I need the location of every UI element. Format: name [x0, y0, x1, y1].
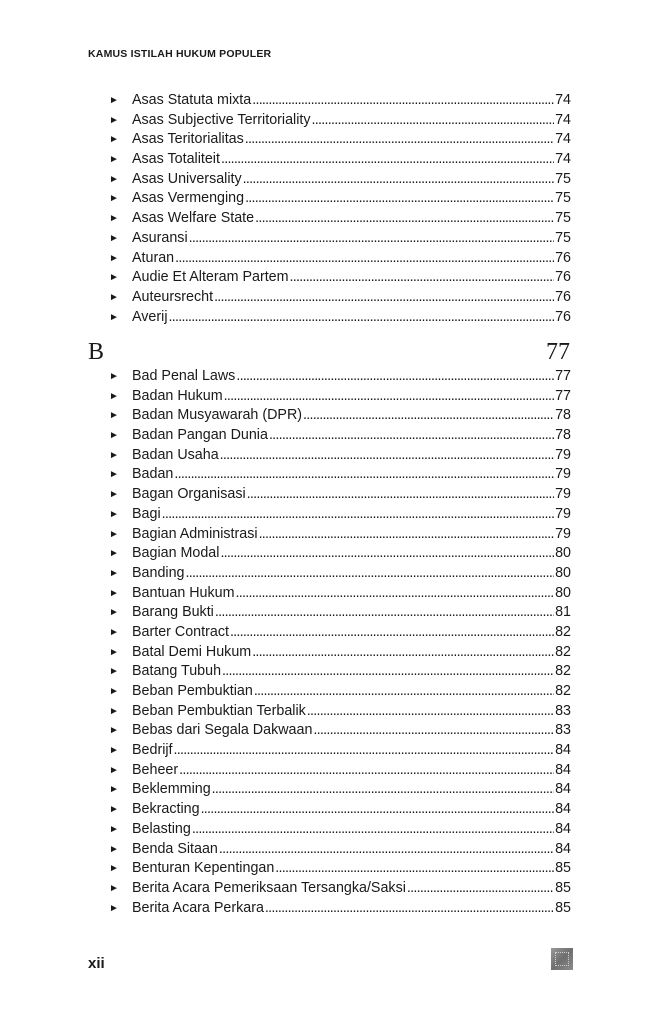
toc-entry[interactable]: [109, 859, 571, 879]
dot-leader: [162, 505, 554, 525]
dot-leader: [236, 584, 555, 604]
toc-entry-title: Berita Acara Pemeriksaan Tersangka/Saksi: [132, 879, 406, 896]
triangle-bullet-icon: ►: [109, 272, 119, 284]
dot-leader: [174, 465, 554, 485]
toc-entry-page: 76: [555, 308, 571, 325]
dot-leader: [175, 249, 554, 269]
toc-entry-page: 75: [555, 170, 571, 187]
triangle-bullet-icon: ►: [109, 154, 119, 166]
triangle-bullet-icon: ►: [109, 567, 119, 579]
triangle-bullet-icon: ►: [109, 232, 119, 244]
triangle-bullet-icon: ►: [109, 173, 119, 185]
toc-entry-title: Batal Demi Hukum: [132, 643, 252, 660]
dot-leader: [174, 741, 555, 761]
toc-entry[interactable]: [109, 505, 571, 525]
triangle-bullet-icon: ►: [109, 291, 119, 303]
toc-entry[interactable]: [109, 268, 571, 288]
triangle-bullet-icon: ►: [109, 607, 119, 619]
toc-entry[interactable]: [109, 249, 571, 269]
toc-entry[interactable]: [109, 761, 571, 781]
toc-entry-title: Bagan Organisasi: [132, 486, 246, 503]
dot-leader: [407, 879, 554, 899]
dot-leader: [252, 91, 554, 111]
toc-entry-title: Asas Welfare State: [132, 210, 255, 227]
toc-entry-page: 76: [555, 249, 571, 266]
dot-leader: [192, 820, 554, 840]
toc-entry-page: 84: [555, 840, 571, 857]
toc-entry[interactable]: [109, 820, 571, 840]
toc-entry[interactable]: [109, 446, 571, 466]
toc-entry-page: 85: [555, 860, 571, 877]
toc-entry-title: Beban Pembuktian Terbalik: [132, 702, 306, 719]
triangle-bullet-icon: ►: [109, 193, 119, 205]
triangle-bullet-icon: ►: [109, 902, 119, 914]
triangle-bullet-icon: ►: [109, 548, 119, 560]
dot-leader: [220, 544, 554, 564]
toc-entry-page: 76: [555, 288, 571, 305]
toc-entry-page: 79: [555, 505, 571, 522]
dot-leader: [245, 130, 554, 150]
dot-leader: [269, 426, 554, 446]
footer-page-number: xii: [88, 955, 105, 972]
toc-entry-title: Averij: [132, 308, 168, 325]
toc-entry[interactable]: [109, 367, 571, 387]
toc-entry-title: Belasting: [132, 820, 191, 837]
triangle-bullet-icon: ►: [109, 213, 119, 225]
toc-entry-title: Batang Tubuh: [132, 663, 222, 680]
toc-entry[interactable]: [109, 189, 571, 209]
dot-leader: [254, 682, 554, 702]
dot-leader: [290, 268, 555, 288]
toc-entry-page: 85: [555, 899, 571, 916]
triangle-bullet-icon: ►: [109, 764, 119, 776]
dot-leader: [255, 209, 554, 229]
dot-leader: [312, 111, 555, 131]
dot-leader: [221, 150, 554, 170]
toc-entry-title: Bedrijf: [132, 742, 173, 759]
dot-leader: [303, 406, 554, 426]
triangle-bullet-icon: ►: [109, 114, 119, 126]
toc-entry-page: 85: [555, 879, 571, 896]
toc-entry[interactable]: [109, 387, 571, 407]
toc-entry[interactable]: [109, 465, 571, 485]
triangle-bullet-icon: ►: [109, 843, 119, 855]
toc-entry-title: Bagian Modal: [132, 545, 220, 562]
toc-entry-page: 84: [555, 761, 571, 778]
dot-leader: [169, 308, 555, 328]
toc-entry-title: Asas Vermenging: [132, 190, 245, 207]
toc-entry-page: 79: [555, 446, 571, 463]
toc-entry[interactable]: [109, 209, 571, 229]
toc-entry[interactable]: [109, 308, 571, 328]
triangle-bullet-icon: ►: [109, 804, 119, 816]
toc-entry[interactable]: [109, 899, 571, 919]
toc-entry[interactable]: [109, 406, 571, 426]
toc-entry-page: 76: [555, 269, 571, 286]
dot-leader: [219, 840, 554, 860]
toc-entry-page: 81: [555, 604, 571, 621]
toc-entry-page: 84: [555, 801, 571, 818]
toc-entry-page: 78: [555, 407, 571, 424]
toc-entry-page: 84: [555, 820, 571, 837]
toc-entry[interactable]: [109, 662, 571, 682]
triangle-bullet-icon: ►: [109, 587, 119, 599]
dot-leader: [185, 564, 554, 584]
toc-entry-title: Beheer: [132, 761, 179, 778]
triangle-bullet-icon: ►: [109, 489, 119, 501]
toc-entry[interactable]: [109, 780, 571, 800]
toc-entry-page: 80: [555, 545, 571, 562]
triangle-bullet-icon: ►: [109, 371, 119, 382]
dot-leader: [212, 780, 554, 800]
toc-entry-page: 74: [555, 92, 571, 108]
triangle-bullet-icon: ►: [109, 686, 119, 697]
toc-entry-page: 78: [555, 427, 571, 444]
dot-leader: [189, 229, 554, 249]
triangle-bullet-icon: ►: [109, 626, 119, 638]
triangle-bullet-icon: ►: [109, 508, 119, 520]
toc-entry[interactable]: [109, 485, 571, 505]
dot-leader: [220, 446, 554, 466]
toc-group-a: [0, 91, 661, 327]
triangle-bullet-icon: ►: [109, 863, 119, 875]
toc-entry-title: Badan Musyawarah (DPR): [132, 407, 303, 424]
toc-entry-title: Banding: [132, 564, 185, 581]
toc-entry-title: Bebas dari Segala Dakwaan: [132, 722, 313, 739]
toc-entry[interactable]: [109, 643, 571, 663]
toc-entry-title: Auteursrecht: [132, 288, 214, 305]
toc-entry-title: Bantuan Hukum: [132, 584, 235, 601]
dot-leader: [313, 721, 554, 741]
toc-entry-page: 82: [555, 663, 571, 680]
dot-leader: [245, 189, 554, 209]
toc-entry[interactable]: [109, 229, 571, 249]
toc-entry-page: 74: [555, 151, 571, 168]
triangle-bullet-icon: ►: [109, 745, 119, 757]
dot-leader: [265, 899, 554, 919]
toc-entry-page: 74: [555, 111, 571, 128]
toc-entry-page: 82: [555, 623, 571, 640]
dot-leader: [222, 662, 554, 682]
dot-leader: [215, 603, 554, 623]
toc-entry-title: Bagi: [132, 505, 161, 522]
dot-leader: [307, 702, 554, 722]
toc-entry[interactable]: [109, 564, 571, 584]
toc-entry-page: 75: [555, 229, 571, 246]
toc-entry-title: Asas Statuta mixta: [132, 92, 252, 108]
section-letter: B: [88, 339, 105, 365]
toc-entry-title: Badan Hukum: [132, 387, 223, 404]
toc-entry[interactable]: [109, 702, 571, 722]
toc-entry-title: Asas Totaliteit: [132, 151, 220, 168]
toc-entry-title: Barter Contract: [132, 623, 229, 640]
triangle-bullet-icon: ►: [109, 134, 119, 146]
toc-entry-page: 79: [555, 525, 571, 542]
toc-entry-page: 77: [555, 387, 571, 404]
toc-entry[interactable]: [109, 170, 571, 190]
toc-entry-title: Badan: [132, 466, 174, 483]
dot-leader: [224, 387, 554, 407]
toc-entry[interactable]: [109, 682, 571, 702]
toc-entry-page: 82: [555, 643, 571, 660]
toc-entry-title: Benda Sitaan: [132, 840, 218, 857]
dot-leader: [179, 761, 554, 781]
toc-entry-page: 83: [555, 702, 571, 719]
toc-entry-title: Aturan: [132, 249, 175, 266]
dot-leader: [243, 170, 554, 190]
toc-entry-page: 75: [555, 210, 571, 227]
toc-entry-title: Badan Usaha: [132, 446, 219, 463]
toc-entry[interactable]: [109, 111, 571, 131]
toc-entry-page: 84: [555, 781, 571, 798]
toc-entry-page: 84: [555, 742, 571, 759]
triangle-bullet-icon: ►: [109, 469, 119, 481]
dot-leader: [252, 643, 554, 663]
toc-entry-title: Barang Bukti: [132, 604, 214, 621]
toc-entry-title: Asas Teritorialitas: [132, 131, 244, 148]
triangle-bullet-icon: ►: [109, 528, 119, 540]
toc-entry[interactable]: [109, 544, 571, 564]
toc-entry-title: Asas Subjective Territoriality: [132, 111, 311, 128]
toc-entry-title: Berita Acara Perkara: [132, 899, 264, 916]
toc-entry[interactable]: [109, 91, 571, 111]
toc-entry[interactable]: [109, 623, 571, 643]
corner-ornament-icon: [551, 948, 573, 970]
toc-entry-page: 79: [555, 486, 571, 503]
dot-leader: [201, 800, 555, 820]
section-page-number: 77: [546, 339, 570, 365]
triangle-bullet-icon: ►: [109, 784, 119, 796]
toc-entry-page: 80: [555, 564, 571, 581]
toc-entry[interactable]: [109, 130, 571, 150]
triangle-bullet-icon: ►: [109, 666, 119, 678]
dot-leader: [259, 525, 555, 545]
triangle-bullet-icon: ►: [109, 646, 119, 658]
triangle-bullet-icon: ►: [109, 882, 119, 894]
triangle-bullet-icon: ►: [109, 252, 119, 264]
dot-leader: [236, 367, 554, 387]
toc-entry-title: Audie Et Alteram Partem: [132, 269, 289, 286]
toc-entry-page: 80: [555, 584, 571, 601]
running-header: KAMUS ISTILAH HUKUM POPULER: [88, 48, 272, 60]
section-heading-b: [88, 338, 570, 366]
triangle-bullet-icon: ►: [109, 823, 119, 835]
triangle-bullet-icon: ►: [109, 95, 119, 106]
dot-leader: [230, 623, 554, 643]
triangle-bullet-icon: ►: [109, 449, 119, 461]
dot-leader: [214, 288, 554, 308]
dot-leader: [247, 485, 554, 505]
toc-entry-title: Bagian Administrasi: [132, 525, 258, 542]
toc-entry-title: Asuransi: [132, 229, 188, 246]
toc-entry-title: Beklemming: [132, 781, 211, 798]
toc-entry-page: 74: [555, 131, 571, 148]
toc-entry-page: 75: [555, 190, 571, 207]
toc-entry-title: Bad Penal Laws: [132, 368, 236, 384]
toc-entry[interactable]: [109, 840, 571, 860]
toc-entry[interactable]: [109, 721, 571, 741]
toc-entry[interactable]: [109, 525, 571, 545]
toc-entry-page: 82: [555, 683, 571, 699]
triangle-bullet-icon: ►: [109, 311, 119, 323]
toc-entry-title: Bekracting: [132, 801, 200, 818]
toc-entry[interactable]: [109, 584, 571, 604]
toc-entry-title: Asas Universality: [132, 170, 242, 187]
toc-entry[interactable]: [109, 741, 571, 761]
toc-entry[interactable]: [109, 800, 571, 820]
toc-entry[interactable]: [109, 150, 571, 170]
triangle-bullet-icon: ►: [109, 430, 119, 442]
toc-entry-page: 83: [555, 722, 571, 739]
toc-entry-page: 77: [555, 368, 571, 384]
toc-entry[interactable]: [109, 288, 571, 308]
toc-entry-title: Benturan Kepentingan: [132, 860, 275, 877]
toc-entry[interactable]: [109, 879, 571, 899]
toc-entry[interactable]: [109, 603, 571, 623]
toc-entry-title: Badan Pangan Dunia: [132, 427, 268, 444]
triangle-bullet-icon: ►: [109, 705, 119, 717]
triangle-bullet-icon: ►: [109, 725, 119, 737]
triangle-bullet-icon: ►: [109, 390, 119, 402]
toc-entry-page: 79: [555, 466, 571, 483]
dot-leader: [275, 859, 554, 879]
toc-group-b: [0, 367, 661, 918]
triangle-bullet-icon: ►: [109, 410, 119, 422]
toc-entry[interactable]: [109, 426, 571, 446]
toc-entry-title: Beban Pembuktian: [132, 683, 253, 699]
